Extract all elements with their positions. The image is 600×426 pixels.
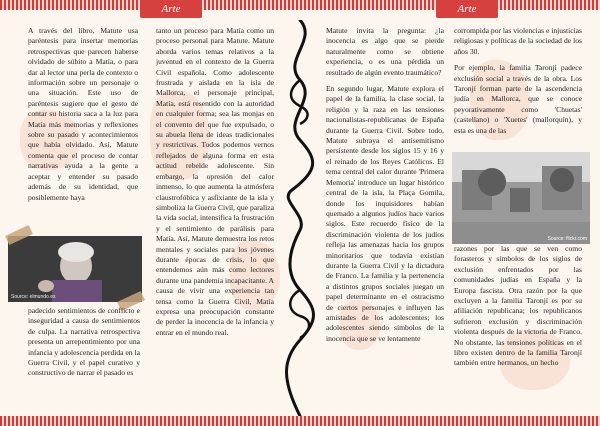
photo-credit: Source: flickr.com [547,236,587,242]
bottom-border [0,416,600,426]
author-portrait-image [8,236,142,302]
plaza-image [452,152,590,244]
column-3 [326,26,444,350]
paragraph: padecido sentimientos de conflicto e inseguridad a causa de sentimientos de culpa. La narrativa retrospectiva presenta un arrepentimiento por una infancia y adolescencia perdida en la Guerra Civil, y el papel curativo y constructivo de narrar el pasado es [28,306,140,378]
paragraph: tanto un proceso para Matía como un proceso personal para Matute. Matute aborda varios temas relativos a la juventud en el contexto de la Guerra Civil española. Como adolescente frustrada y aislada en la isla de Mallorca, el personaje principal, Matía, está resentido con la autoridad en cualquier forma; sea las monjas en el convento del que fue expulsado, o su abuela llena de ideas tradicionales y restrictivas. Todos podemos vernos reflejados de alguna forma en esta actitud rebelde adolescente. Sin embargo, la opresión del calor inmenso, lo que aumenta la atmósfera claustrofóbica y asfixiante de la isla y simboliza la Guerra Civil, que paraliza la vida social, intensifica la frustración y el sentimiento de parálisis para Matía. Así, Matute demuestra los retos mentales y sociales para los jóvenes durante épocas de crisis, lo que entendemos aún más como lectores durante una pandemia incapacitante. A causa de vivir una experiencia tan tensa como la Guerra Civil, Matía expresa una preocupación constante de perder la inocencia de la infancia y entrar en el mundo real. [156,26,274,337]
paragraph: A través del libro, Matute usa paréntesis para insertar memorias retrospectivas que parecen haberse olvidado de súbito a Matía, o para dar al lector una perla de contexto o información sobre un personaje o una situación. Este uso de paréntesis sugiere que el gesto de contar su historia saca a la luz para Matía más memorias y reflexiones sobre su pasado y acontecimientos que había olvidado. Así, Matute comenta que el proceso de contar narrativas ayuda a la gente a aceptar y entender su pasado además de su identidad, que posiblemente haya [28,26,138,202]
photo-credit: Source: elmundo.es [11,294,56,300]
column-4-continued [454,244,582,375]
paragraph: corrompida por las violencias e injusticias religiosas y políticas de la sociedad de los años 30. [454,26,583,56]
column-4 [454,26,582,142]
column-1 [28,26,138,209]
top-border [0,0,600,10]
ribbon-divider [278,20,322,416]
plaza-photo [452,152,590,244]
column-2 [156,26,274,344]
column-1-continued [28,306,140,385]
paragraph: razones por las que se ven como forasteros y símbolos de los siglos de exclusión enfrentados por las comunidades judías en España y la Europa fascista. Otra razón por la que excluyen a la familia Taronjí es por su afiliación republicana; los republicanos sufrieron exclusión y discriminación violenta después de la victoria de Franco. No obstante, las tensiones políticas en el libro existen dentro de la familia Taronjí también entre hermanos, un hecho [454,244,582,368]
paragraph: En segundo lugar, Matute explora el papel de la familia, la clase social, la religión y la raza en las tensiones nacionalistas-republicanas de España durante la Guerra Civil. Sobre todo, Matute subraya el antisemitismo persistente desde los siglos 15 y 16 y el reinado de los Reyes Católicos. El tema central del calor durante 'Primera Memoria' introduce un lugar histórico central de la isla, la Plaça Gomila, donde los inquisidores habían quemado a algunos judíos hace varios siglos. Este recuerdo físico de la discriminación violenta de los judíos refleja las amenazas hacia los grupos minoritarios que todavía existían durante la Guerra Civil y la dictadura de Franco. La familia y la pertenencia a distintos grupos sociales juegan un papel determinante en el ostracismo de ciertos personajes e influyen las amistades de los adolescentes; los adolescentes siendo símbolos de la inocencia que se ve lentamente [326,84,444,343]
section-tag-right: Arte [436,0,498,18]
paragraph: Por ejemplo, la familia Taronjí padece exclusión social a través de la obra. Los Taronjí forman parte de la ascendencia judía en Mallorca, que se conoce peyorativamente como 'Chuetas' (castellano) o 'Xuetes' (mallorquín), y esta es una de las [454,63,582,135]
author-photo [8,236,142,302]
section-tag-left: Arte [140,0,202,18]
paragraph: Matute invita la pregunta: ¿la inocencia es algo que se pierde naturalmente como se obtiene experiencia, o es una pérdida un resultado de algún evento traumático? [326,26,444,77]
